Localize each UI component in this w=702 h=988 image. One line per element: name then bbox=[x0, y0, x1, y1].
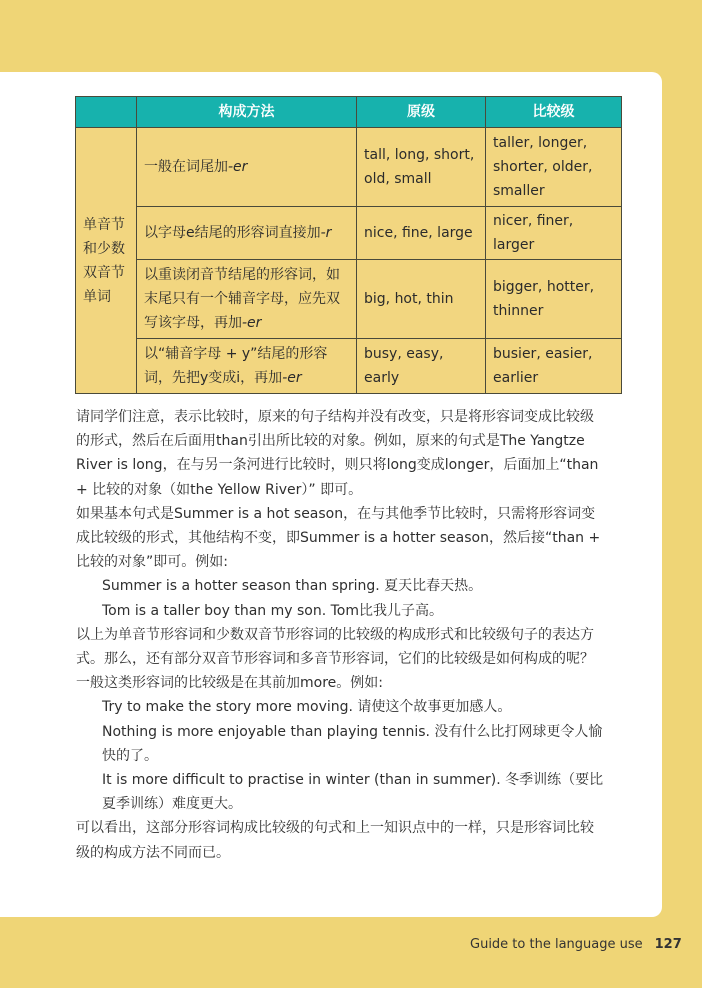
comparative-formation-table bbox=[75, 96, 622, 394]
header-base-form: 原级 bbox=[357, 97, 486, 128]
comparative-cell: busier, easier, earlier bbox=[486, 339, 622, 394]
example-sentence: Summer is a hotter season than spring. 夏天比春天热。 bbox=[102, 578, 483, 595]
method-cell: 一般在词尾加-er bbox=[137, 128, 357, 207]
base-form-cell: busy, easy, early bbox=[357, 339, 486, 394]
example-sentence: It is more difficult to practise in winter (than in summer). 冬季训练（要比夏季训练）难度更大。 bbox=[102, 772, 604, 813]
page-number: 127 bbox=[654, 937, 682, 952]
base-form-cell: nice, fine, large bbox=[357, 207, 486, 260]
section-title: Guide to the language use bbox=[470, 937, 643, 952]
base-form-cell: big, hot, thin bbox=[357, 260, 486, 339]
comparative-cell: taller, longer, shorter, older, smaller bbox=[486, 128, 622, 207]
example-sentence: Try to make the story more moving. 请使这个故事更加感人。 bbox=[102, 699, 512, 716]
table-row bbox=[76, 260, 622, 339]
comparative-cell: bigger, hotter, thinner bbox=[486, 260, 622, 339]
paragraph: 请同学们注意，表示比较时，原来的句子结构并没有改变，只是将形容词变成比较级的形式，然后在后面用than引出所比较的对象。例如，原来的句式是The Yangtze River is long，在与另一条河进行比较时，则只将long变成longer，后面加上“than + 比较的对象（如the Yellow River）” 即可。 bbox=[76, 409, 599, 498]
comparative-cell: nicer, finer, larger bbox=[486, 207, 622, 260]
table-row bbox=[76, 339, 622, 394]
page-footer bbox=[470, 937, 682, 952]
explanation-body bbox=[76, 405, 606, 865]
method-cell: 以字母e结尾的形容词直接加-r bbox=[137, 207, 357, 260]
header-empty bbox=[76, 97, 137, 128]
header-comparative: 比较级 bbox=[486, 97, 622, 128]
table-header-row bbox=[76, 97, 622, 128]
row-group-label: 单音节和少数双音节单词 bbox=[76, 128, 137, 394]
method-cell: 以重读闭音节结尾的形容词，如末尾只有一个辅音字母，应先双写该字母，再加-er bbox=[137, 260, 357, 339]
table-row bbox=[76, 207, 622, 260]
example-sentence: Tom is a taller boy than my son. Tom比我儿子高。 bbox=[102, 602, 443, 619]
paragraph: 以上为单音节形容词和少数双音节形容词的比较级的构成形式和比较级句子的表达方式。那么，还有部分双音节形容词和多音节形容词，它们的比较级是如何构成的呢？一般这类形容词的比较级是在其前加more。例如: bbox=[76, 626, 594, 692]
method-cell: 以“辅音字母 + y”结尾的形容词，先把y变成i，再加-er bbox=[137, 339, 357, 394]
paragraph: 如果基本句式是Summer is a hot season，在与其他季节比较时，只需将形容词变成比较级的形式，其他结构不变，即Summer is a hotter season，然后接“than + 比较的对象”即可。例如: bbox=[76, 505, 601, 571]
header-method: 构成方法 bbox=[137, 97, 357, 128]
table-row bbox=[76, 128, 622, 207]
example-sentence: Nothing is more enjoyable than playing tennis. 没有什么比打网球更令人愉快的了。 bbox=[102, 723, 603, 764]
paragraph: 可以看出，这部分形容词构成比较级的句式和上一知识点中的一样，只是形容词比较级的构成方法不同而已。 bbox=[76, 820, 594, 861]
base-form-cell: tall, long, short, old, small bbox=[357, 128, 486, 207]
